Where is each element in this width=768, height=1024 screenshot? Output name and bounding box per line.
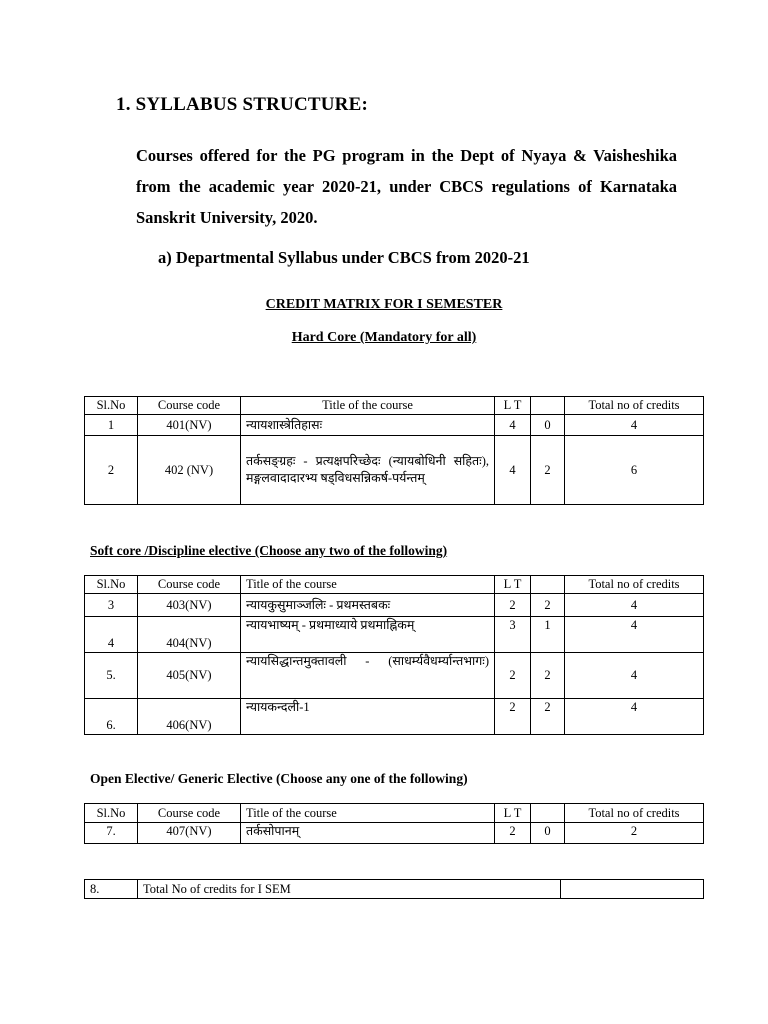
sl-cell: 5.: [85, 653, 138, 699]
title-cell: न्यायकुसुमाञ्जलिः - प्रथमस्तबकः: [241, 594, 495, 617]
sl-cell: 7.: [85, 823, 138, 844]
open-elective-table: [84, 803, 704, 844]
table-row: [85, 415, 704, 436]
summary-value: [561, 880, 704, 899]
table-header-row: [85, 397, 704, 415]
intro-paragraph: Courses offered for the PG program in the Dept of Nyaya & Vaisheshika from the academic year 2020-21, under CBCS regulations of Karnataka Sanskrit University, 2020.: [136, 146, 677, 227]
col-lt: L T: [495, 576, 531, 594]
col-code: Course code: [138, 576, 241, 594]
title-cell: न्यायभाष्यम् - प्रथमाध्याये प्रथमाह्निकम्: [241, 617, 495, 653]
code-cell: 405(NV): [138, 653, 241, 699]
total-cell: 4: [565, 594, 704, 617]
total-cell: 6: [565, 436, 704, 505]
sl-cell: 1: [85, 415, 138, 436]
col-sl: Sl.No: [85, 397, 138, 415]
code-cell: 402 (NV): [138, 436, 241, 505]
summary-row: [85, 880, 704, 899]
l-cell: 4: [495, 436, 531, 505]
title-cell: तर्कसोपानम्: [241, 823, 495, 844]
total-cell: 2: [565, 823, 704, 844]
sl-cell: 3: [85, 594, 138, 617]
col-code: Course code: [138, 804, 241, 823]
col-total: Total no of credits: [565, 397, 704, 415]
t-cell: 2: [531, 436, 565, 505]
col-title: Title of the course: [241, 397, 495, 415]
sl-cell: 8.: [85, 880, 138, 899]
soft-core-label: Soft core /Discipline elective (Choose any two of the following): [90, 543, 448, 558]
table-row: [85, 699, 704, 735]
code-cell: 401(NV): [138, 415, 241, 436]
total-cell: 4: [565, 415, 704, 436]
table-header-row: [85, 804, 704, 823]
l-cell: 3: [495, 617, 531, 653]
title-cell: न्यायसिद्धान्तमुक्तावली - (साधर्म्यवैधर्म्यान्तभागः): [241, 653, 495, 699]
soft-core-table: [84, 575, 704, 735]
code-cell: 407(NV): [138, 823, 241, 844]
code-cell: 403(NV): [138, 594, 241, 617]
col-total: Total no of credits: [565, 804, 704, 823]
l-cell: 2: [495, 823, 531, 844]
sub-heading: a) Departmental Syllabus under CBCS from 2020-21: [158, 248, 530, 267]
summary-label: Total No of credits for I SEM: [138, 880, 561, 899]
col-blank: [531, 576, 565, 594]
t-cell: 0: [531, 823, 565, 844]
l-cell: 2: [495, 594, 531, 617]
t-cell: 0: [531, 415, 565, 436]
col-title: Title of the course: [241, 804, 495, 823]
col-sl: Sl.No: [85, 804, 138, 823]
code-cell: 406(NV): [138, 699, 241, 735]
l-cell: 2: [495, 699, 531, 735]
total-cell: 4: [565, 617, 704, 653]
col-blank: [531, 804, 565, 823]
hard-core-label: Hard Core (Mandatory for all): [291, 330, 477, 345]
t-cell: 2: [531, 699, 565, 735]
title-cell: न्यायशास्त्रेतिहासः: [241, 415, 495, 436]
t-cell: 1: [531, 617, 565, 653]
t-cell: 2: [531, 653, 565, 699]
credit-matrix-title: CREDIT MATRIX FOR I SEMESTER: [265, 297, 503, 312]
title-cell: तर्कसङ्ग्रहः - प्रत्यक्षपरिच्छेदः (न्यायबोधिनी सहितः), मङ्गलवादादारभ्य षड्विधसन्निकर्ष-पर्यन्तम्: [241, 436, 495, 505]
total-cell: 4: [565, 699, 704, 735]
hard-core-table: [84, 396, 704, 505]
col-total: Total no of credits: [565, 576, 704, 594]
col-blank: [531, 397, 565, 415]
section-heading: 1. SYLLABUS STRUCTURE:: [116, 94, 368, 115]
col-lt: L T: [495, 804, 531, 823]
table-row: [85, 653, 704, 699]
table-row: [85, 617, 704, 653]
table-row: [85, 594, 704, 617]
table-header-row: [85, 576, 704, 594]
col-lt: L T: [495, 397, 531, 415]
l-cell: 2: [495, 653, 531, 699]
col-title: Title of the course: [241, 576, 495, 594]
table-row: [85, 823, 704, 844]
sl-cell: 6.: [85, 699, 138, 735]
code-cell: 404(NV): [138, 617, 241, 653]
t-cell: 2: [531, 594, 565, 617]
open-elective-label: Open Elective/ Generic Elective (Choose any one of the following): [90, 771, 468, 786]
sl-cell: 2: [85, 436, 138, 505]
title-cell: न्यायकन्दली-1: [241, 699, 495, 735]
table-row: [85, 436, 704, 505]
col-sl: Sl.No: [85, 576, 138, 594]
l-cell: 4: [495, 415, 531, 436]
col-code: Course code: [138, 397, 241, 415]
total-cell: 4: [565, 653, 704, 699]
summary-table: [84, 879, 704, 899]
sl-cell: 4: [85, 617, 138, 653]
